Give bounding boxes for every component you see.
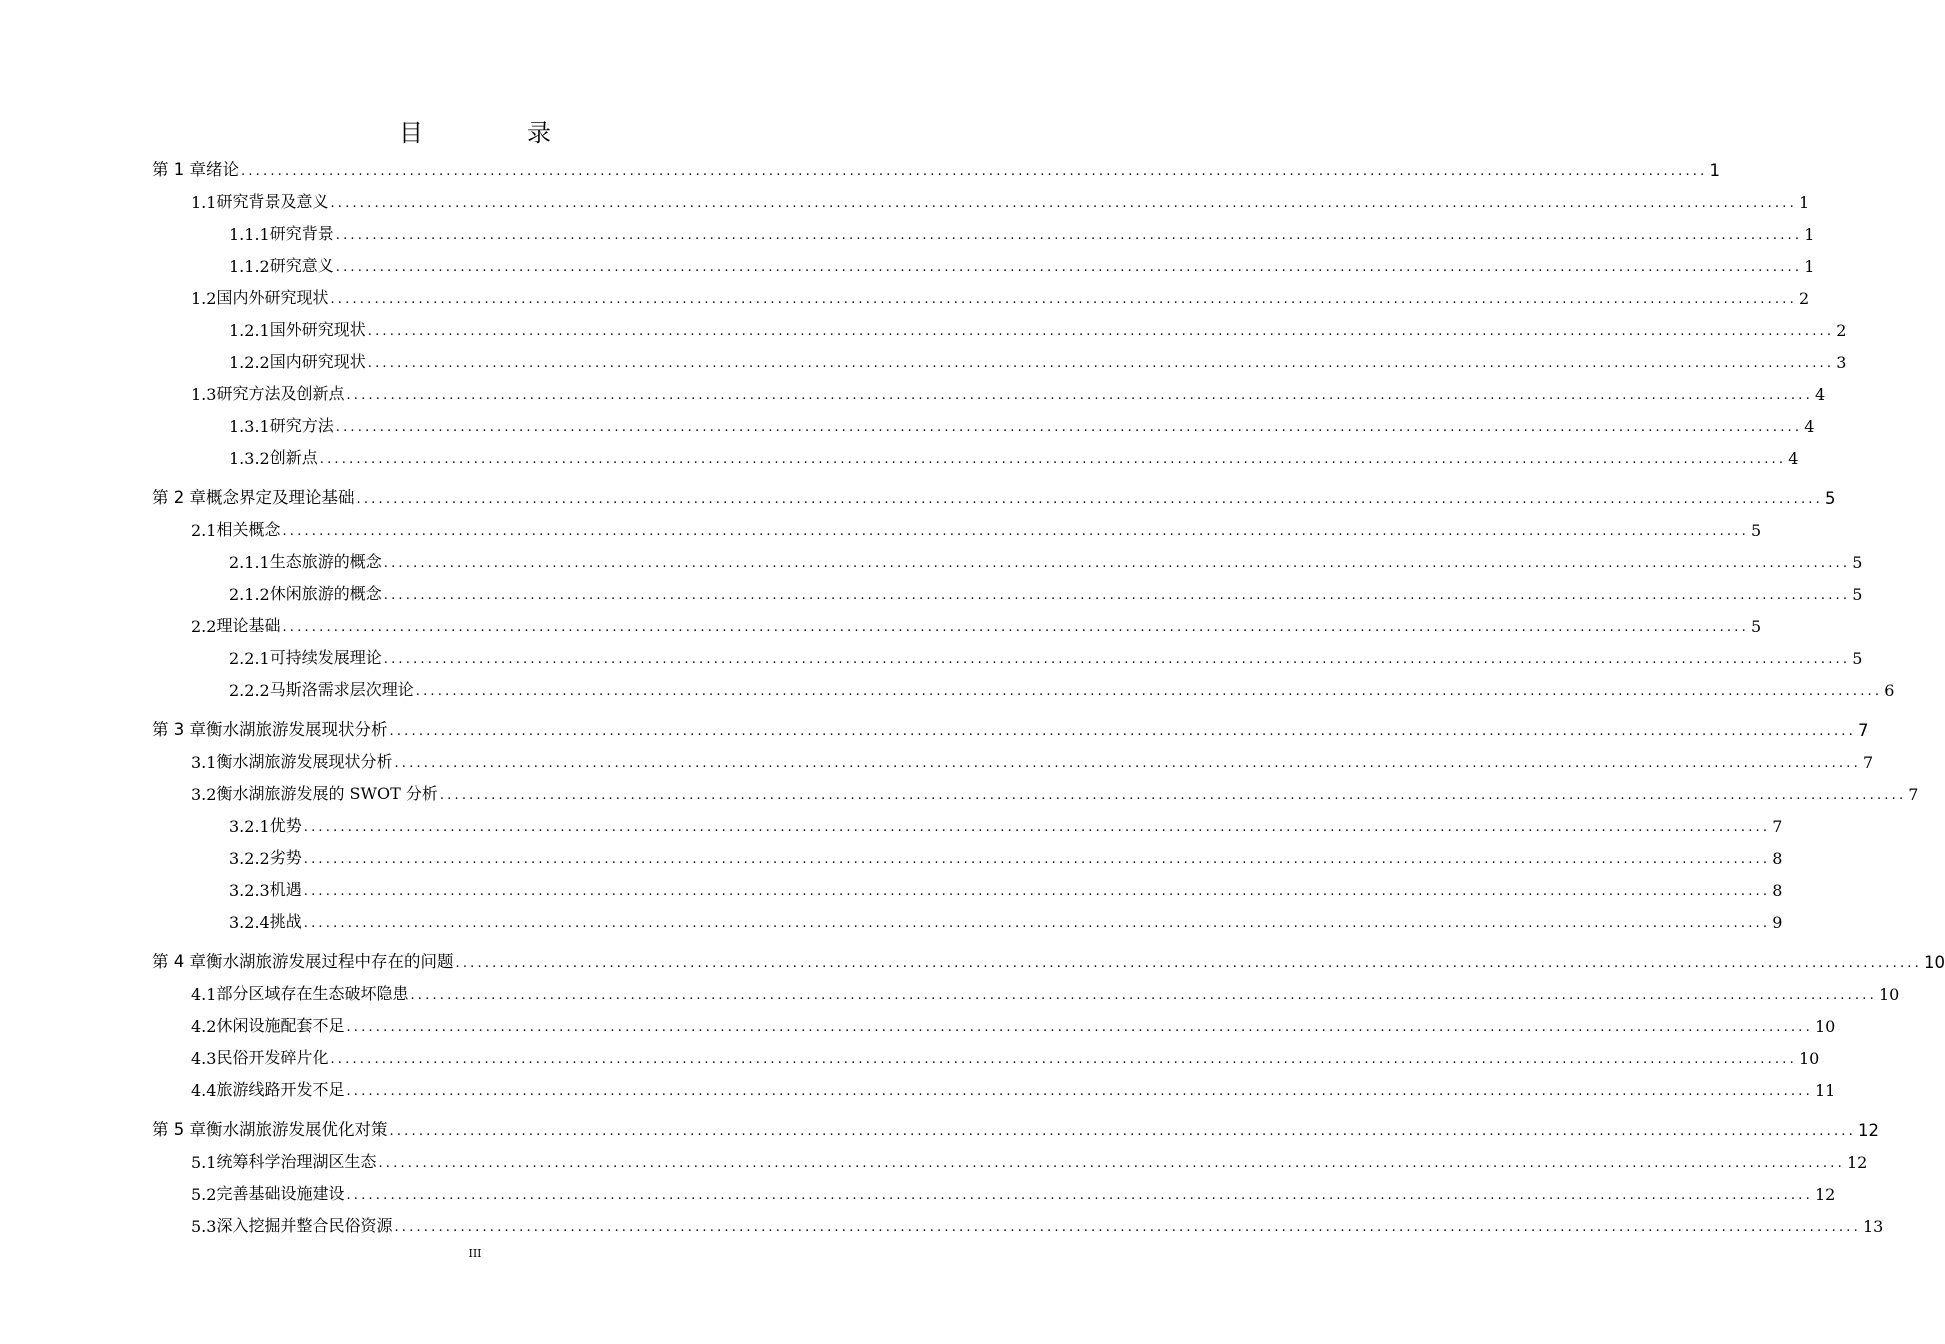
toc-leader-dots: ........................................................................................................................................................................................................ <box>356 492 1823 507</box>
toc-entry-page: 7 <box>1857 721 1869 740</box>
toc-entry-title: 衡水湖旅游发展优化对策 <box>206 1120 388 1139</box>
toc-entry-title: 研究方法 <box>269 416 334 435</box>
toc-entry-title: 劣势 <box>269 848 302 867</box>
toc-leader-dots: ........................................................................................................................................................................................................ <box>410 988 1877 1003</box>
toc-leader-dots: ........................................................................................................................................................................................................ <box>346 388 1813 403</box>
toc-entry-title: 概念界定及理论基础 <box>206 488 355 507</box>
toc-chapter-entry[interactable] <box>152 484 1836 508</box>
toc-entry[interactable] <box>191 1076 1836 1100</box>
toc-leader-dots: ........................................................................................................................................................................................................ <box>346 1020 1813 1035</box>
toc-chapter-entry[interactable] <box>152 1116 1879 1140</box>
toc-entry-title: 国内外研究现状 <box>216 288 329 307</box>
toc-entry-page: 5 <box>1750 521 1762 540</box>
toc-entry[interactable] <box>229 676 1895 700</box>
toc-entry-page: 12 <box>1857 1121 1879 1140</box>
toc-entry[interactable] <box>191 1180 1836 1204</box>
toc-entry-page: 2 <box>1798 289 1810 308</box>
toc-entry[interactable] <box>229 548 1863 572</box>
toc-leader-dots: ........................................................................................................................................................................................................ <box>330 292 1797 307</box>
toc-entry-number: 3.2.2 <box>229 849 270 868</box>
toc-entry-number: 1.3.2 <box>229 449 270 468</box>
toc-leader-dots: ........................................................................................................................................................................................................ <box>383 652 1851 667</box>
page-number: III <box>468 1247 482 1260</box>
toc-leader-dots: ........................................................................................................................................................................................................ <box>383 556 1851 571</box>
toc-entry-title: 机遇 <box>269 880 302 899</box>
toc-leader-dots: ........................................................................................................................................................................................................ <box>383 588 1851 603</box>
toc-entry-title: 马斯洛需求层次理论 <box>269 680 414 699</box>
toc-entry[interactable] <box>229 844 1783 868</box>
toc-entry[interactable] <box>191 516 1762 540</box>
toc-entry-page: 12 <box>1846 1153 1868 1172</box>
toc-entry[interactable] <box>191 188 1810 212</box>
toc-entry-page: 4 <box>1814 385 1826 404</box>
toc-entry-number: 5.1 <box>191 1153 217 1172</box>
toc-entry-title: 研究背景 <box>269 224 334 243</box>
toc-leader-dots: ........................................................................................................................................................................................................ <box>335 420 1803 435</box>
toc-entry-page: 1 <box>1804 225 1815 244</box>
toc-entry-page: 10 <box>1878 985 1900 1004</box>
toc-entry-number: 2.2 <box>191 617 217 636</box>
toc-leader-dots: ........................................................................................................................................................................................................ <box>303 884 1771 899</box>
toc-entry-page: 5 <box>1824 489 1836 508</box>
toc-leader-dots: ........................................................................................................................................................................................................ <box>241 164 1708 179</box>
toc-entry-number: 第 1 章 <box>152 160 206 179</box>
toc-entry-number: 第 5 章 <box>152 1120 206 1139</box>
toc-entry-title: 创新点 <box>269 448 318 467</box>
toc-entry-page: 12 <box>1814 1185 1836 1204</box>
toc-entry-title: 民俗开发碎片化 <box>216 1048 329 1067</box>
toc-entry-page: 5 <box>1852 585 1863 604</box>
toc-entry[interactable] <box>229 444 1799 468</box>
toc-entry[interactable] <box>191 1012 1836 1036</box>
toc-entry-title: 国外研究现状 <box>269 320 366 339</box>
toc-entry-title: 完善基础设施建设 <box>216 1184 345 1203</box>
toc-entry[interactable] <box>229 812 1783 836</box>
toc-entry[interactable] <box>229 412 1815 436</box>
toc-entry-title: 休闲设施配套不足 <box>216 1016 345 1035</box>
toc-entry[interactable] <box>229 348 1847 372</box>
toc-leader-dots: ........................................................................................................................................................................................................ <box>346 1188 1813 1203</box>
toc-entry-number: 3.2.4 <box>229 913 270 932</box>
toc-entry-title: 部分区域存在生态破坏隐患 <box>216 984 409 1003</box>
toc-entry[interactable] <box>191 748 1874 772</box>
toc-leader-dots: ........................................................................................................................................................................................................ <box>303 852 1771 867</box>
toc-entry-page: 7 <box>1862 753 1874 772</box>
toc-entry-title: 优势 <box>269 816 302 835</box>
toc-entry-number: 3.2.3 <box>229 881 270 900</box>
toc-entry-page: 1 <box>1709 161 1720 180</box>
toc-entry[interactable] <box>191 780 1919 804</box>
toc-entry-title: 衡水湖旅游发展的 SWOT 分析 <box>216 784 438 803</box>
toc-entry-number: 3.2 <box>191 785 217 804</box>
toc-entry-title: 深入挖掘并整合民俗资源 <box>216 1216 393 1235</box>
toc-entry[interactable] <box>191 1148 1868 1172</box>
toc-entry-page: 10 <box>1814 1017 1836 1036</box>
toc-leader-dots: ........................................................................................................................................................................................................ <box>389 724 1856 739</box>
toc-entry-title: 衡水湖旅游发展现状分析 <box>216 752 393 771</box>
toc-leader-dots: ........................................................................................................................................................................................................ <box>330 1052 1797 1067</box>
toc-entry-title: 旅游线路开发不足 <box>216 1080 345 1099</box>
toc-entry-title: 生态旅游的概念 <box>269 552 382 571</box>
toc-entry-page: 11 <box>1814 1081 1836 1100</box>
toc-entry-number: 1.1.2 <box>229 257 270 276</box>
toc-entry[interactable] <box>229 220 1815 244</box>
toc-entry-title: 可持续发展理论 <box>269 648 382 667</box>
toc-entry-title: 相关概念 <box>216 520 281 539</box>
toc-entry[interactable] <box>191 1044 1820 1068</box>
toc-entry-page: 10 <box>1798 1049 1820 1068</box>
toc-entry-page: 1 <box>1804 257 1815 276</box>
toc-entry-title: 研究方法及创新点 <box>216 384 345 403</box>
toc-entry[interactable] <box>191 284 1810 308</box>
toc-entry-number: 2.1.2 <box>229 585 270 604</box>
toc-entry-title: 衡水湖旅游发展现状分析 <box>206 720 388 739</box>
toc-entry-number: 1.2 <box>191 289 217 308</box>
toc-leader-dots: ........................................................................................................................................................................................................ <box>346 1084 1813 1099</box>
toc-entry-page: 4 <box>1788 449 1799 468</box>
toc-leader-dots: ........................................................................................................................................................................................................ <box>303 916 1771 931</box>
toc-entry[interactable] <box>229 876 1783 900</box>
toc-entry-page: 13 <box>1862 1217 1884 1236</box>
toc-entry-number: 3.2.1 <box>229 817 270 836</box>
toc-entry-title: 研究背景及意义 <box>216 192 329 211</box>
toc-entry-title: 挑战 <box>269 912 302 931</box>
toc-entry-number: 1.1 <box>191 193 217 212</box>
toc-entry-number: 第 4 章 <box>152 952 206 971</box>
toc-entry-number: 2.1 <box>191 521 217 540</box>
toc-chapter-entry[interactable] <box>152 716 1869 740</box>
toc-entry-page: 7 <box>1772 817 1783 836</box>
toc-leader-dots: ........................................................................................................................................................................................................ <box>367 324 1835 339</box>
toc-entry-page: 9 <box>1772 913 1783 932</box>
toc-entry-title: 休闲旅游的概念 <box>269 584 382 603</box>
toc-entry-number: 1.2.2 <box>229 353 270 372</box>
toc-leader-dots: ........................................................................................................................................................................................................ <box>303 820 1771 835</box>
toc-entry-title: 理论基础 <box>216 616 281 635</box>
toc-entry[interactable] <box>229 252 1815 276</box>
toc-leader-dots: ........................................................................................................................................................................................................ <box>319 452 1787 467</box>
toc-entry-number: 1.3 <box>191 385 217 404</box>
toc-entry-page: 5 <box>1750 617 1762 636</box>
toc-leader-dots: ........................................................................................................................................................................................................ <box>394 756 1861 771</box>
toc-leader-dots: ........................................................................................................................................................................................................ <box>282 620 1749 635</box>
toc-entry[interactable] <box>229 644 1863 668</box>
toc-entry-title: 绪论 <box>206 160 239 179</box>
toc-leader-dots: ........................................................................................................................................................................................................ <box>367 356 1835 371</box>
toc-title: 目 录 <box>399 119 591 147</box>
toc-entry-page: 1 <box>1798 193 1810 212</box>
toc-entry[interactable] <box>229 908 1783 932</box>
toc-entry[interactable] <box>191 1212 1884 1236</box>
toc-entry-page: 8 <box>1772 881 1783 900</box>
toc-leader-dots: ........................................................................................................................................................................................................ <box>415 684 1883 699</box>
toc-entry-page: 4 <box>1804 417 1815 436</box>
toc-leader-dots: ........................................................................................................................................................................................................ <box>455 956 1922 971</box>
toc-entry[interactable] <box>229 316 1847 340</box>
toc-entry-page: 5 <box>1852 553 1863 572</box>
toc-entry-number: 5.2 <box>191 1185 217 1204</box>
toc-entry-page: 2 <box>1836 321 1847 340</box>
toc-entry-page: 5 <box>1852 649 1863 668</box>
toc-entry-number: 2.1.1 <box>229 553 270 572</box>
toc-leader-dots: ........................................................................................................................................................................................................ <box>439 788 1907 803</box>
toc-entry-title: 统筹科学治理湖区生态 <box>216 1152 377 1171</box>
toc-entry-number: 1.1.1 <box>229 225 270 244</box>
toc-leader-dots: ........................................................................................................................................................................................................ <box>394 1220 1861 1235</box>
toc-entry-page: 3 <box>1836 353 1847 372</box>
toc-chapter-entry[interactable] <box>152 948 1945 972</box>
toc-entry-number: 4.1 <box>191 985 217 1004</box>
toc-entry-number: 第 3 章 <box>152 720 206 739</box>
toc-entry-number: 4.4 <box>191 1081 217 1100</box>
toc-entry[interactable] <box>191 612 1762 636</box>
toc-entry-number: 5.3 <box>191 1217 217 1236</box>
toc-entry-number: 3.1 <box>191 753 217 772</box>
toc-leader-dots: ........................................................................................................................................................................................................ <box>389 1124 1856 1139</box>
toc-entry-title: 衡水湖旅游发展过程中存在的问题 <box>206 952 454 971</box>
toc-leader-dots: ........................................................................................................................................................................................................ <box>378 1156 1845 1171</box>
toc-leader-dots: ........................................................................................................................................................................................................ <box>335 260 1803 275</box>
toc-entry-title: 研究意义 <box>269 256 334 275</box>
toc-entry-number: 2.2.2 <box>229 681 270 700</box>
toc-entry-page: 7 <box>1908 785 1919 804</box>
toc-entry-page: 10 <box>1923 953 1945 972</box>
toc-entry-number: 4.3 <box>191 1049 217 1068</box>
toc-entry-number: 1.2.1 <box>229 321 270 340</box>
toc-leader-dots: ........................................................................................................................................................................................................ <box>335 228 1803 243</box>
toc-chapter-entry[interactable] <box>152 156 1720 180</box>
toc-entry-number: 1.3.1 <box>229 417 270 436</box>
toc-entry-number: 2.2.1 <box>229 649 270 668</box>
toc-entry-number: 4.2 <box>191 1017 217 1036</box>
toc-leader-dots: ........................................................................................................................................................................................................ <box>282 524 1749 539</box>
toc-leader-dots: ........................................................................................................................................................................................................ <box>330 196 1797 211</box>
toc-entry-page: 8 <box>1772 849 1783 868</box>
toc-entry-title: 国内研究现状 <box>269 352 366 371</box>
toc-entry-page: 6 <box>1884 681 1895 700</box>
toc-entry[interactable] <box>229 580 1863 604</box>
toc-entry[interactable] <box>191 380 1826 404</box>
toc-entry[interactable] <box>191 980 1900 1004</box>
toc-entry-number: 第 2 章 <box>152 488 206 507</box>
